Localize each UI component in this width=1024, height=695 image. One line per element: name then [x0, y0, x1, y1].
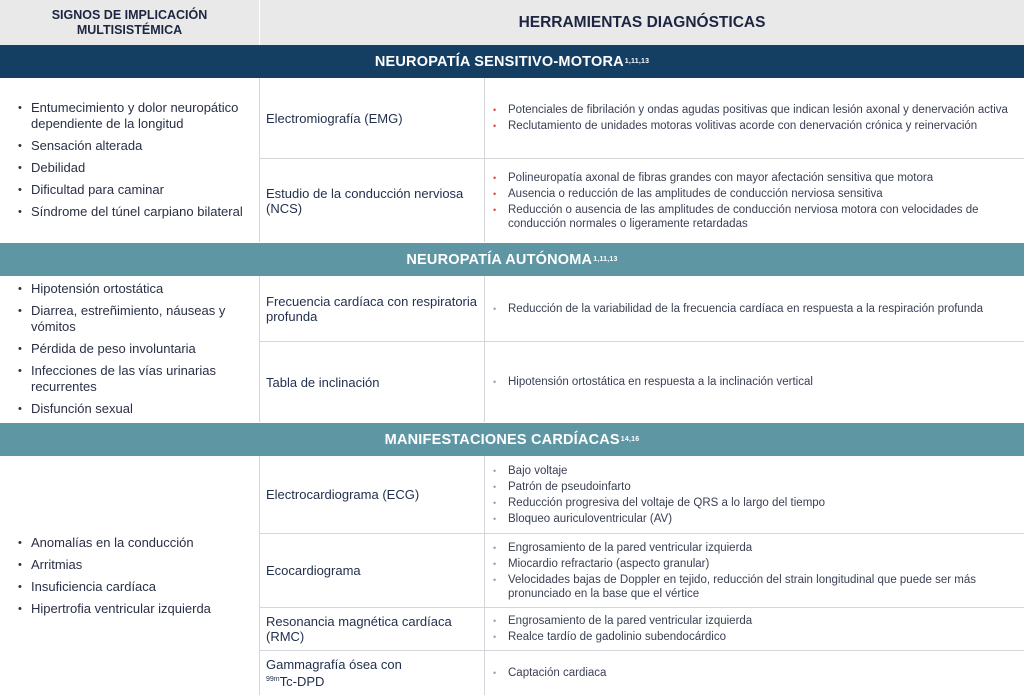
finding-item: • Reclutamiento de unidades motoras volitivas acorde con denervación crónica y reinervación — [492, 119, 1022, 133]
sign-item: • Hipertrofia ventricular izquierda — [18, 601, 243, 617]
tool-ecg — [266, 456, 478, 533]
findings-ncs — [492, 159, 1022, 242]
tool-name: Electrocardiograma (ECG) — [266, 487, 420, 502]
section-title: NEUROPATÍA AUTÓNOMA — [406, 251, 593, 268]
section-refs: 1,11,13 — [624, 58, 650, 65]
column-divider — [484, 456, 485, 695]
section-band-autonomic — [0, 243, 1024, 276]
tool-ncs — [266, 159, 478, 242]
tool-name: Estudio de la conducción nerviosa (NCS) — [266, 185, 464, 216]
tool-heart-rate-deep-breathing — [266, 276, 478, 341]
section-title: NEUROPATÍA SENSITIVO-MOTORA — [374, 53, 624, 70]
signs-list-cardiac — [0, 456, 259, 695]
findings-echocardiogram — [492, 534, 1022, 607]
signs-list-sensory-motor — [0, 78, 259, 242]
sign-item: • Síndrome del túnel carpiano bilateral — [18, 204, 243, 220]
column-divider — [259, 276, 260, 422]
column-divider — [259, 456, 260, 695]
section-refs: 14,16 — [620, 436, 640, 443]
tool-name: Electromiografía (EMG) — [266, 110, 403, 126]
finding-item: • Hipotensión ortostática en respuesta a la inclinación vertical — [492, 375, 1022, 389]
sign-item: • Disfunción sexual — [18, 401, 243, 417]
sign-item: • Hipotensión ortostática — [18, 281, 243, 297]
tool-bone-scintigraphy — [266, 651, 478, 695]
tool-echocardiogram — [266, 534, 478, 607]
findings-cardiac-mri — [492, 608, 1022, 650]
tool-name-line2: Tc-DPD — [279, 674, 325, 689]
findings-ecg — [492, 456, 1022, 533]
tool-name — [266, 657, 402, 689]
sign-item: • Insuficiencia cardíaca — [18, 579, 243, 595]
section-band-sensory-motor — [0, 45, 1024, 78]
sign-item: • Dificultad para caminar — [18, 182, 243, 198]
findings-emg — [492, 78, 1022, 158]
tool-name: Resonancia magnética cardíaca (RMC) — [266, 614, 452, 644]
tool-tilt-table — [266, 342, 478, 422]
sign-item: • Sensación alterada — [18, 138, 243, 154]
finding-item: • Bloqueo auriculoventricular (AV) — [492, 512, 1022, 526]
tool-name-line1: Gammagrafía ósea con — [266, 657, 402, 672]
finding-item: • Reducción de la variabilidad de la frecuencia cardíaca en respuesta a la respiración profunda — [492, 302, 1022, 316]
finding-item: • Patrón de pseudoinfarto — [492, 480, 1022, 494]
finding-item: • Potenciales de fibrilación y ondas agudas positivas que indican lesión axonal y denervación activa — [492, 103, 1022, 117]
isotope-superscript: 99m — [266, 676, 280, 683]
finding-item: • Realce tardío de gadolinio subendocárdico — [492, 630, 1022, 644]
finding-item: • Engrosamiento de la pared ventricular izquierda — [492, 614, 1022, 628]
sign-item: • Infecciones de las vías urinarias recurrentes — [18, 363, 243, 395]
finding-item: • Engrosamiento de la pared ventricular izquierda — [492, 541, 1022, 555]
column-header-tools — [260, 0, 1024, 45]
section-band-cardiac — [0, 423, 1024, 456]
column-divider — [259, 78, 260, 242]
finding-item: • Miocardio refractario (aspecto granular) — [492, 557, 1022, 571]
signs-list-autonomic — [0, 276, 259, 422]
tool-cardiac-mri — [266, 608, 478, 650]
sign-item: • Entumecimiento y dolor neuropático dependiente de la longitud — [18, 100, 243, 132]
sign-item: • Pérdida de peso involuntaria — [18, 341, 243, 357]
section-refs: 1,11,13 — [593, 256, 618, 263]
finding-item: • Captación cardiaca — [492, 666, 1022, 680]
findings-heart-rate — [492, 276, 1022, 341]
column-header-signs — [0, 0, 259, 45]
finding-item: • Velocidades bajas de Doppler en tejido, reducción del strain longitudinal que puede ser más pronunciado en la base que el vértice — [492, 573, 1022, 601]
findings-tilt-table — [492, 342, 1022, 422]
finding-item: • Polineuropatía axonal de fibras grandes con mayor afectación sensitiva que motora — [492, 171, 1022, 185]
finding-item: • Reducción progresiva del voltaje de QRS a lo largo del tiempo — [492, 496, 1022, 510]
tool-name: Tabla de inclinación — [266, 374, 380, 390]
column-divider — [484, 276, 485, 422]
findings-bone-scintigraphy — [492, 651, 1022, 695]
sign-item: • Anomalías en la conducción — [18, 535, 243, 551]
column-header-tools-label: HERRAMIENTAS DIAGNÓSTICAS — [518, 13, 766, 31]
tool-name: Frecuencia cardíaca con respiratoria profunda — [266, 293, 477, 324]
finding-item: • Reducción o ausencia de las amplitudes de conducción nerviosa motora con velocidades de conducción normales o ligeramente retardadas — [492, 203, 1022, 231]
column-divider — [484, 78, 485, 242]
finding-item: • Ausencia o reducción de las amplitudes de conducción nerviosa sensitiva — [492, 187, 1022, 201]
sign-item: • Arritmias — [18, 557, 243, 573]
section-title: MANIFESTACIONES CARDÍACAS — [384, 431, 620, 448]
column-header-signs-line2: MULTISISTÉMICA — [76, 22, 183, 37]
tool-emg — [266, 78, 478, 158]
sign-item: • Debilidad — [18, 160, 243, 176]
sign-item: • Diarrea, estreñimiento, náuseas y vómitos — [18, 303, 243, 335]
finding-item: • Bajo voltaje — [492, 464, 1022, 478]
column-header-signs-line1: SIGNOS DE IMPLICACIÓN — [51, 7, 208, 22]
tool-name: Ecocardiograma — [266, 563, 361, 578]
